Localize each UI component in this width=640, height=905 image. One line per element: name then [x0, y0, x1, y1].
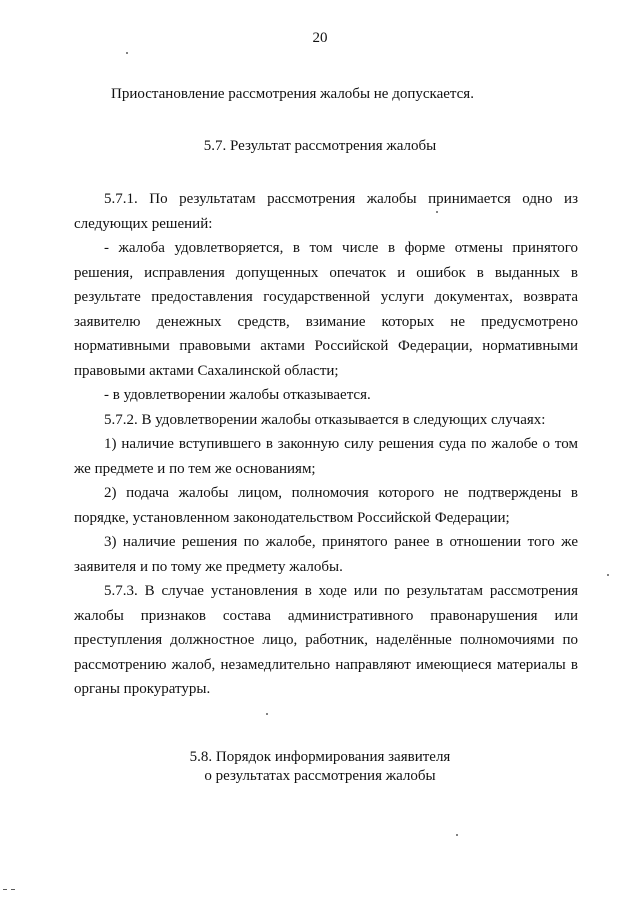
paragraph-5-7-1-option-a: - жалоба удовлетворяется, в том числе в форме отмены принятого решения, исправления допущенных опечаток и ошибок в выданных в результате предоставления государственной услуги документах, возврата заявителю денежных средств, взимание которых не предусмотрено нормативными правовыми актами Российской Федерации, нормативными правовыми актами Сахалинской области; — [74, 240, 578, 379]
paragraph-5-7-1: 5.7.1. По результатам рассмотрения жалобы принимается одно из следующих решений: — [74, 191, 578, 232]
scan-speck — [607, 574, 609, 576]
paragraph-5-7-2-item-3: 3) наличие решения по жалобе, принятого ранее в отношении того же заявителя и по тому же предмету жалобы. — [74, 534, 578, 575]
paragraph-5-7-1-option-b: - в удовлетворении жалобы отказывается. — [104, 387, 371, 403]
section-5-7-heading: 5.7. Результат рассмотрения жалобы — [203, 138, 437, 154]
section-5-8-heading-line-2: о результатах рассмотрения жалобы — [204, 768, 436, 784]
section-5-8-heading — [0, 748, 640, 786]
scan-speck — [3, 889, 7, 890]
paragraph-5-7-2: 5.7.2. В удовлетворении жалобы отказывается в следующих случаях: — [104, 411, 546, 428]
page-number: 20 — [312, 30, 328, 46]
scan-speck — [126, 52, 128, 54]
scan-speck — [436, 211, 438, 213]
section-5-8-heading-line-1: 5.8. Порядок информирования заявителя — [189, 749, 451, 765]
scan-speck — [11, 889, 15, 890]
paragraph-5-7-3: 5.7.3. В случае установления в ходе или по результатам рассмотрения жалобы признаков состава административного правонарушения или преступления должностное лицо, работник, наделённые полномочиями по рассмотрению жалоб, незамедлительно направляют имеющиеся материалы в органы прокуратуры. — [74, 583, 578, 697]
intro-block — [111, 82, 615, 107]
scan-speck — [266, 713, 268, 715]
intro-sentence: Приостановление рассмотрения жалобы не допускается. — [111, 86, 474, 102]
paragraph-5-7-2-item-2: 2) подача жалобы лицом, полномочия которого не подтверждены в порядке, установленном законодательством Российской Федерации; — [74, 485, 578, 526]
paragraph-5-7-2-item-1: 1) наличие вступившего в законную силу решения суда по жалобе о том же предмете и по тем же основаниям; — [74, 436, 578, 477]
section-5-7-body — [74, 187, 578, 702]
scan-speck — [456, 834, 458, 836]
